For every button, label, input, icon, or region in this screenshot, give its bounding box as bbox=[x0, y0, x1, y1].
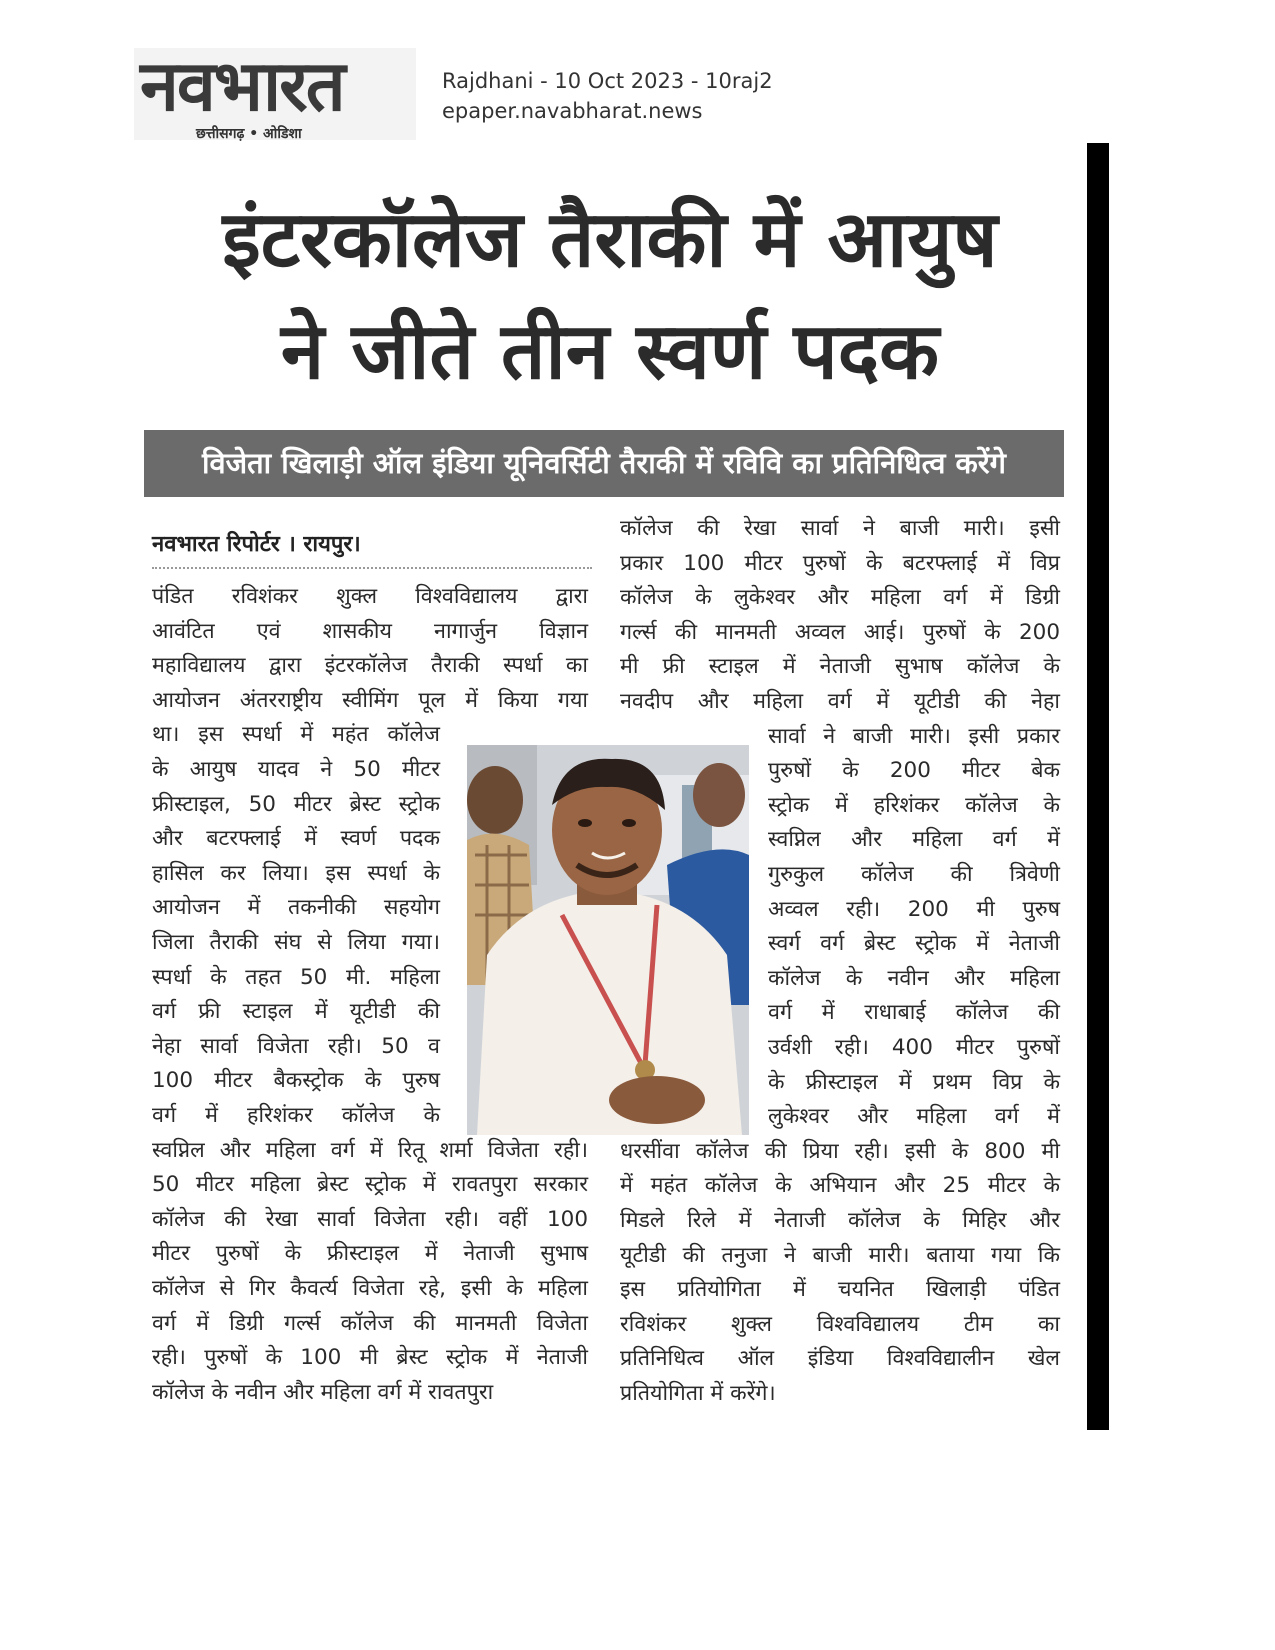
article-line: कॉलेज की रेखा सार्वा ने बाजी मारी। इसी bbox=[620, 516, 1060, 541]
article-line: के फ्रीस्टाइल में प्रथम विप्र के bbox=[768, 1069, 1060, 1095]
article-line: था। इस स्पर्धा में महंत कॉलेज bbox=[152, 722, 440, 748]
swimmer-photo-illustration bbox=[467, 745, 749, 1135]
sub-headline-banner: विजेता खिलाड़ी ऑल इंडिया यूनिवर्सिटी तैराकी में रविवि का प्रतिनिधित्व करेंगे bbox=[144, 430, 1064, 497]
article-line: स्वप्निल और महिला वर्ग में रितू शर्मा विजेता रही। bbox=[152, 1137, 588, 1163]
article-line: वर्ग में डिग्री गर्ल्स कॉलेज की मानमती विजेता bbox=[152, 1310, 588, 1336]
article-line: कॉलेज से गिर कैवर्त्य विजेता रहे, इसी के महिला bbox=[152, 1276, 588, 1301]
article-line: के आयुष यादव ने 50 मीटर bbox=[152, 757, 440, 782]
edition-info bbox=[442, 66, 773, 126]
article-line: वर्ग में राधाबाई कॉलेज की bbox=[768, 1000, 1060, 1026]
article-line: सार्वा ने बाजी मारी। इसी प्रकार bbox=[768, 723, 1060, 749]
article-line: धरसींवा कॉलेज की प्रिया रही। इसी के 800 मी bbox=[620, 1138, 1060, 1164]
article-line: 100 मीटर बैकस्ट्रोक के पुरुष bbox=[152, 1068, 440, 1094]
article-line: गुरुकुल कॉलेज की त्रिवेणी bbox=[768, 862, 1060, 887]
article-line: अव्वल रही। 200 मी पुरुष bbox=[768, 896, 1060, 922]
newspaper-logo: नवभारत bbox=[140, 44, 344, 127]
logo-subtitle: छत्तीसगढ़ • ओडिशा bbox=[196, 126, 302, 142]
edition-line: Rajdhani - 10 Oct 2023 - 10raj2 bbox=[442, 69, 773, 93]
article-line: उर्वशी रही। 400 मीटर पुरुषों bbox=[768, 1035, 1060, 1060]
article-photo bbox=[467, 745, 749, 1135]
article-line: प्रकार 100 मीटर पुरुषों के बटरफ्लाई में विप्र bbox=[620, 550, 1060, 576]
article-line: रविशंकर शुक्ल विश्वविद्यालय टीम का bbox=[620, 1311, 1060, 1337]
article-line: मीटर पुरुषों के फ्रीस्टाइल में नेताजी सुभाष bbox=[152, 1241, 588, 1267]
article-line: कॉलेज के नवीन और महिला वर्ग में रावतपुरा bbox=[152, 1379, 494, 1405]
article-line: जिला तैराकी संघ से लिया गया। bbox=[152, 930, 440, 955]
article-line: यूटीडी की तनुजा ने बाजी मारी। बताया गया कि bbox=[620, 1242, 1060, 1268]
headline bbox=[150, 184, 1070, 408]
article-line: कॉलेज के नवीन और महिला bbox=[768, 965, 1060, 991]
article-line: पुरुषों के 200 मीटर बेक bbox=[768, 758, 1060, 784]
article-line: पंडित रविशंकर शुक्ल विश्वविद्यालय द्वारा bbox=[152, 584, 588, 609]
article-line: फ्रीस्टाइल, 50 मीटर ब्रेस्ट स्ट्रोक bbox=[152, 791, 440, 817]
article-line: लुकेश्वर और महिला वर्ग में bbox=[768, 1104, 1060, 1130]
article-line: नवदीप और महिला वर्ग में यूटीडी की नेहा bbox=[620, 689, 1060, 714]
article-line: रही। पुरुषों के 100 मी ब्रेस्ट स्ट्रोक में नेताजी bbox=[152, 1345, 588, 1371]
article-line: इस प्रतियोगिता में चयनित खिलाड़ी पंडित bbox=[620, 1277, 1060, 1303]
article-line: स्वर्ग वर्ग ब्रेस्ट स्ट्रोक में नेताजी bbox=[768, 931, 1060, 957]
article-line: वर्ग फ्री स्टाइल में यूटीडी की bbox=[152, 999, 440, 1025]
article-line: कॉलेज की रेखा सार्वा विजेता रही। वहीं 100 bbox=[152, 1206, 588, 1232]
headline-line-2: ने जीते तीन स्वर्ण पदक bbox=[280, 307, 940, 397]
article-line: महाविद्यालय द्वारा इंटरकॉलेज तैराकी स्पर्धा का bbox=[152, 653, 588, 679]
article-line: प्रतिनिधित्व ऑल इंडिया विश्वविद्यालीन खेल bbox=[620, 1346, 1060, 1372]
article-line: वर्ग में हरिशंकर कॉलेज के bbox=[152, 1103, 440, 1128]
article-line: मी फ्री स्टाइल में नेताजी सुभाष कॉलेज के bbox=[620, 654, 1060, 680]
article-line: स्वप्निल और महिला वर्ग में bbox=[768, 827, 1060, 853]
byline-divider bbox=[152, 567, 592, 569]
article-line: नेहा सार्वा विजेता रही। 50 व bbox=[152, 1033, 440, 1059]
article-line: गर्ल्स की मानमती अव्वल आई। पुरुषों के 200 bbox=[620, 619, 1060, 645]
article-line: आयोजन अंतरराष्ट्रीय स्वीमिंग पूल में किया गया bbox=[152, 687, 588, 713]
page-edge-bar bbox=[1087, 143, 1109, 1430]
article-line: प्रतियोगिता में करेंगे। bbox=[620, 1381, 776, 1406]
article-line: और बटरफ्लाई में स्वर्ण पदक bbox=[152, 826, 440, 852]
byline: नवभारत रिपोर्टर । रायपुर। bbox=[152, 532, 361, 557]
article-line: आयोजन में तकनीकी सहयोग bbox=[152, 895, 440, 921]
article-line: 50 मीटर महिला ब्रेस्ट स्ट्रोक में रावतपुरा सरकार bbox=[152, 1172, 588, 1198]
article-line: कॉलेज के लुकेश्वर और महिला वर्ग में डिग्री bbox=[620, 585, 1060, 611]
article-line: हासिल कर लिया। इस स्पर्धा के bbox=[152, 860, 440, 886]
article-line: आवंटित एवं शासकीय नागार्जुन विज्ञान bbox=[152, 618, 588, 644]
article-line: में महंत कॉलेज के अभियान और 25 मीटर के bbox=[620, 1173, 1060, 1199]
headline-line-1: इंटरकॉलेज तैराकी में आयुष bbox=[222, 195, 998, 285]
article-line: स्पर्धा के तहत 50 मी. महिला bbox=[152, 964, 440, 990]
article-line: मिडले रिले में नेताजी कॉलेज के मिहिर और bbox=[620, 1208, 1060, 1233]
epaper-site: epaper.navabharat.news bbox=[442, 99, 703, 123]
article-line: स्ट्रोक में हरिशंकर कॉलेज के bbox=[768, 792, 1060, 818]
